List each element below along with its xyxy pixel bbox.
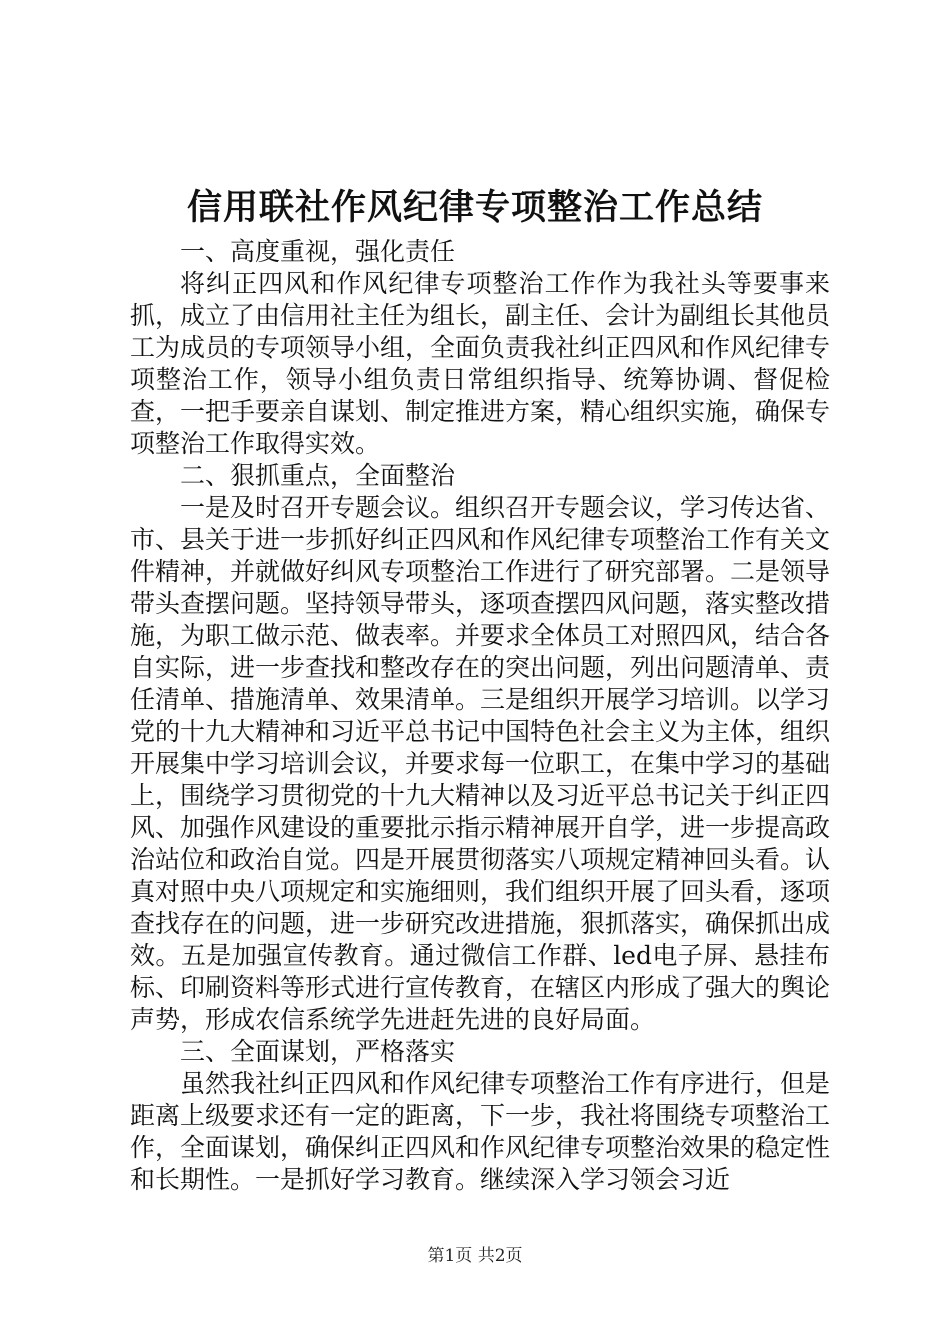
page-footer: 第1页 共2页 (427, 1246, 523, 1266)
section-heading-3: 三、全面谋划，严格落实 (180, 1037, 456, 1066)
body-paragraph-1: 将纠正四风和作风纪律专项整治工作作为我社头等要事来抓，成立了由信用社主任为组长，副主任、会计为副组长其他员工为成员的专项领导小组，全面负责我社纠正四风和作风纪律专项整治工作，领导小组负责日常组织指导、统筹协调、督促检查，一把手要亲自谋划、制定推进方案，精心组织实施，确保专项整治工作取得实效。 (130, 269, 831, 458)
section-heading-2: 二、狠抓重点，全面整治 (180, 461, 456, 490)
body-paragraph-2: 一是及时召开专题会议。组织召开专题会议，学习传达省、市、县关于进一步抓好纠正四风和作风纪律专项整治工作有关文件精神，并就做好纠风专项整治工作进行了研究部署。二是领导带头查摆问题。坚持领导带头，逐项查摆四风问题，落实整改措施，为职工做示范、做表率。并要求全体员工对照四风，结合各自实际，进一步查找和整改存在的突出问题，列出问题清单、责任清单、措施清单、效果清单。三是组织开展学习培训。以学习党的十九大精神和习近平总书记中国特色社会主义为主体，组织开展集中学习培训会议，并要求每一位职工，在集中学习的基础上，围绕学习贯彻党的十九大精神以及习近平总书记关于纠正四风、加强作风建设的重要批示指示精神展开自学，进一步提高政治站位和政治自觉。四是开展贯彻落实八项规定精神回头看。认真对照中央八项规定和实施细则，我们组织开展了回头看，逐项查找存在的问题，进一步研究改进措施，狠抓落实，确保抓出成效。五是加强宣传教育。通过微信工作群、led电子屏、悬挂布标、印刷资料等形式进行宣传教育，在辖区内形成了强大的舆论声势，形成农信系统学先进赶先进的良好局面。 (130, 493, 831, 1034)
body-paragraph-3: 虽然我社纠正四风和作风纪律专项整治工作有序进行，但是距离上级要求还有一定的距离，下一步，我社将围绕专项整治工作，全面谋划，确保纠正四风和作风纪律专项整治效果的稳定性和长期性。一是抓好学习教育。继续深入学习领会习近 (130, 1069, 831, 1194)
document-body (130, 236, 830, 1196)
document-title: 信用联社作风纪律专项整治工作总结 (186, 187, 763, 228)
section-heading-1: 一、高度重视，强化责任 (180, 237, 456, 266)
